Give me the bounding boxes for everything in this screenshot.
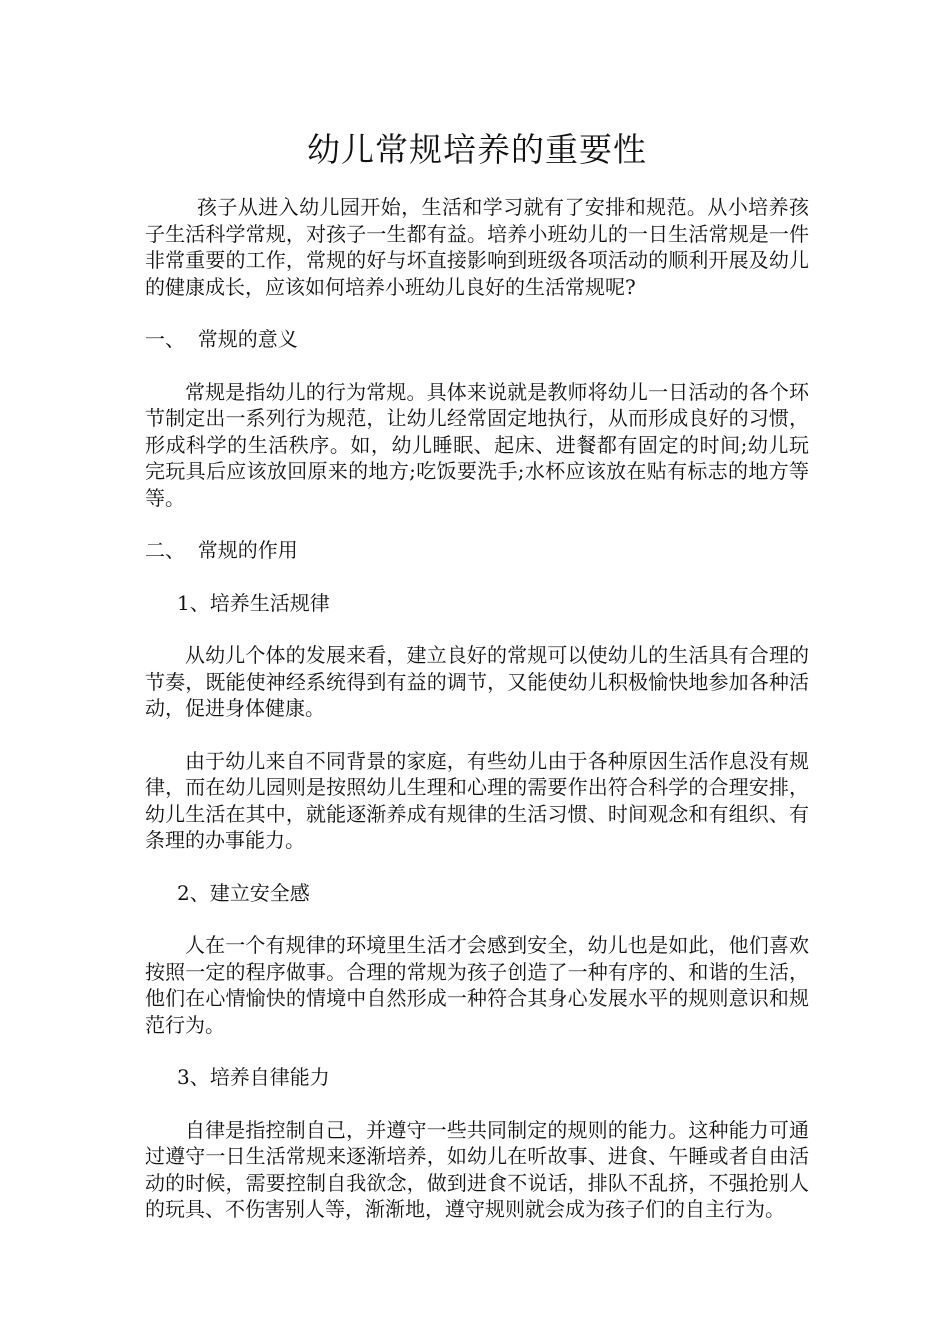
self-discipline-paragraph: 自律是指控制自己，并遵守一些共同制定的规则的能力。这种能力可通过遵守一日生活常规来逐渐培养，如幼儿在听故事、进食、午睡或者自由活动的时候，需要控制自我欲念，做到进食不说话，排队不乱挤，不强抢别人的玩具、不伤害别人等，渐渐地，遵守规则就会成为孩子们的自主行为。 [145, 1117, 809, 1221]
subheading-self-discipline: 3、培养自律能力 [177, 1065, 330, 1089]
document-page [145, 128, 809, 1249]
document-title: 幼儿常规培养的重要性 [307, 130, 647, 169]
intro-paragraph: 孩子从进入幼儿园开始，生活和学习就有了安排和规范。从小培养孩子生活科学常规，对孩子一生都有益。培养小班幼儿的一日生活常规是一件非常重要的工作，常规的好与坏直接影响到班级各项活动的顺利开展及幼儿的健康成长，应该如何培养小班幼儿良好的生活常规呢? [145, 195, 809, 299]
life-rhythm-paragraph-2: 由于幼儿来自不同背景的家庭，有些幼儿由于各种原因生活作息没有规律，而在幼儿园则是按照幼儿生理和心理的需要作出符合科学的合理安排，幼儿生活在其中，就能逐渐养成有规律的生活习惯、时间观念和有组织、有条理的办事能力。 [145, 748, 809, 852]
subheading-security: 2、建立安全感 [177, 880, 310, 905]
section-heading-function: 二、 常规的作用 [145, 538, 298, 562]
security-paragraph: 人在一个有规律的环境里生活才会感到安全，幼儿也是如此，他们喜欢按照一定的程序做事。合理的常规为孩子创造了一种有序的、和谐的生活，他们在心情愉快的情境中自然形成一种符合其身心发展水平的规则意识和规范行为。 [145, 933, 809, 1037]
subheading-life-rhythm: 1、培养生活规律 [177, 590, 330, 615]
life-rhythm-paragraph-1: 从幼儿个体的发展来看，建立良好的常规可以使幼儿的生活具有合理的节奏，既能使神经系统得到有益的调节，又能使幼儿积极愉快地参加各种活动，促进身体健康。 [145, 643, 809, 720]
section-heading-meaning: 一、 常规的意义 [145, 327, 298, 351]
meaning-paragraph: 常规是指幼儿的行为常规。具体来说就是教师将幼儿一日活动的各个环节制定出一系列行为规范，让幼儿经常固定地执行，从而形成良好的习惯，形成科学的生活秩序。如，幼儿睡眠、起床、进餐都有固定的时间;幼儿玩完玩具后应该放回原来的地方;吃饭要洗手;水杯应该放在贴有标志的地方等等。 [145, 379, 809, 510]
